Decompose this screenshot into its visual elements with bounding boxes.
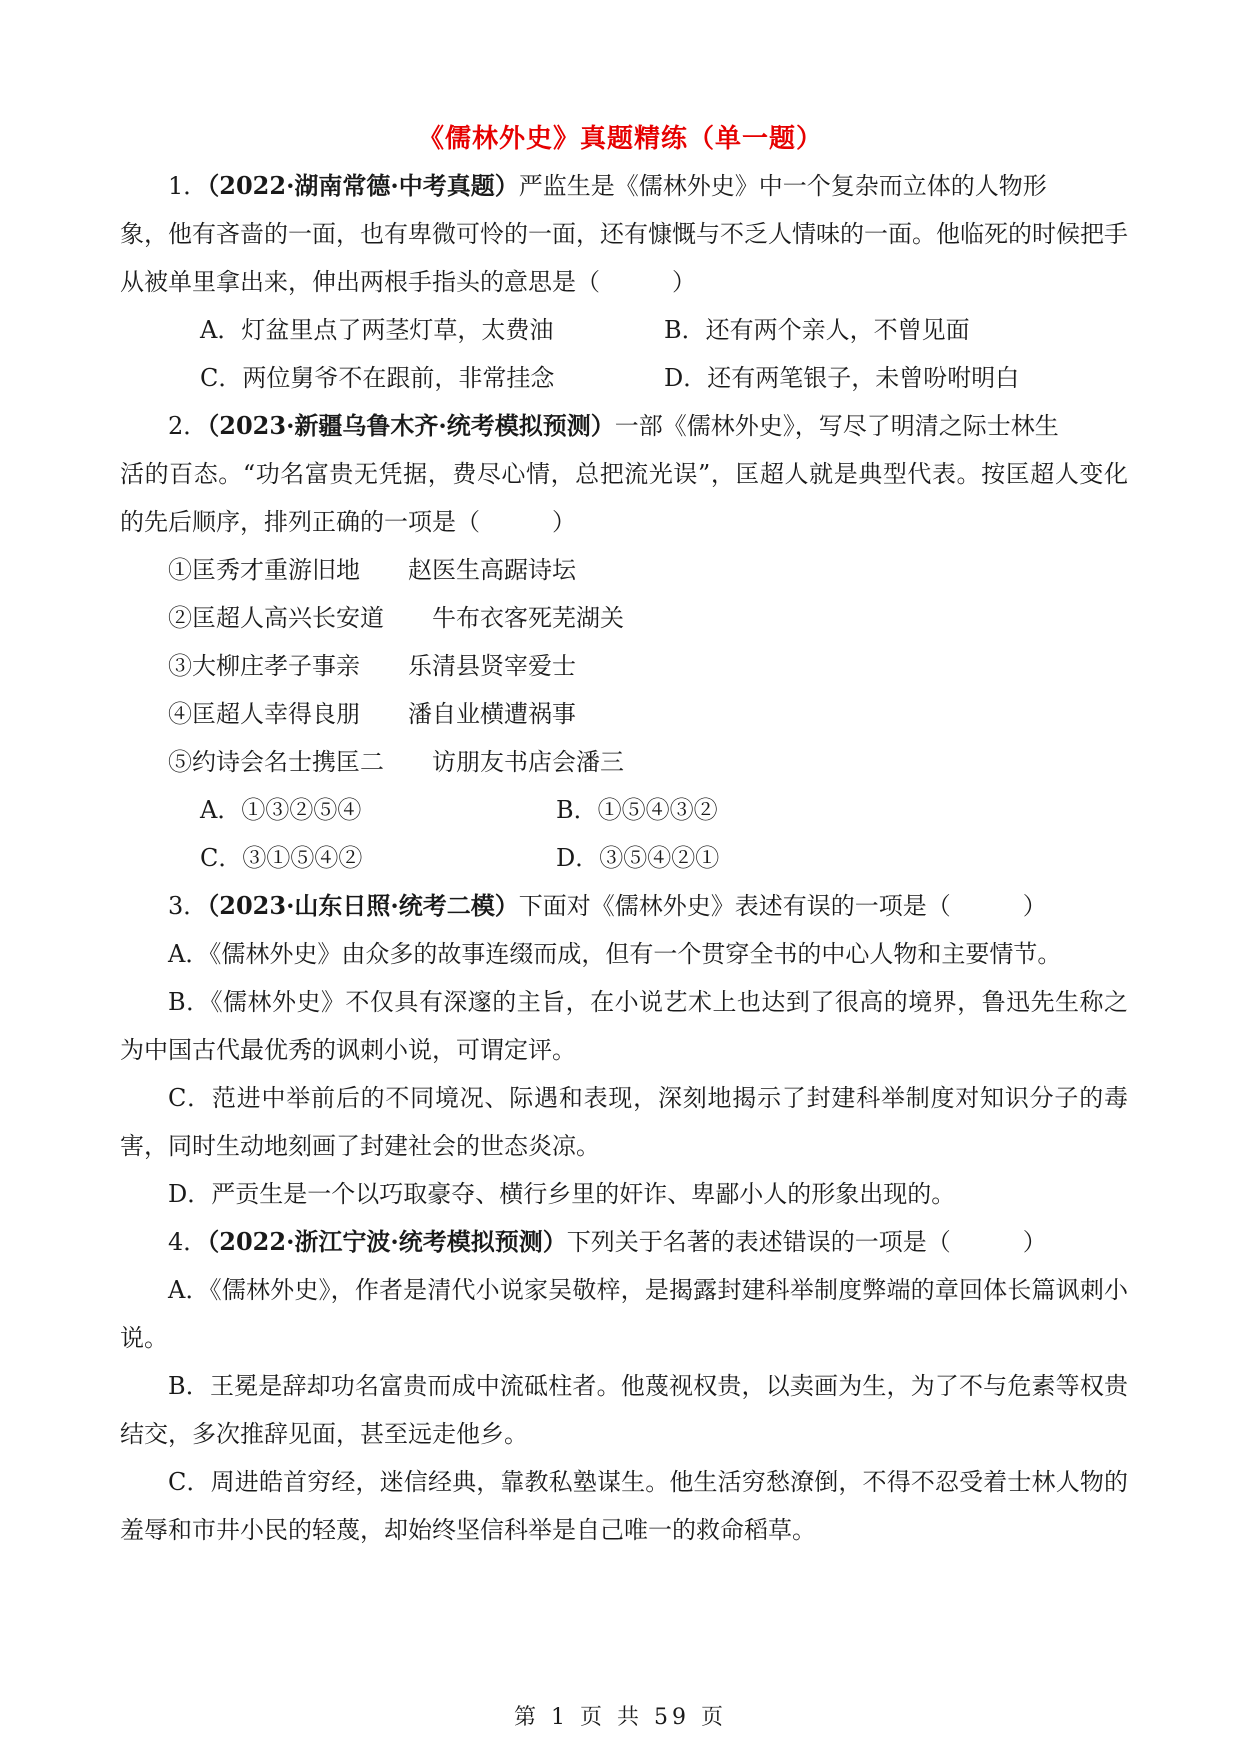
option-a: A．①③②⑤④: [200, 796, 362, 824]
option-a: A．《儒林外史》，作者是清代小说家吴敬梓，是揭露封建科举制度弊端的章回体长篇讽刺小说。: [120, 1276, 1128, 1352]
options-row: [120, 306, 1128, 354]
question-number: 2．: [168, 412, 208, 440]
question-source: （2022·湖南常德·中考真题）: [207, 171, 519, 200]
question-stem-first: 一部《儒林外史》，写尽了明清之际士林生: [614, 412, 1059, 440]
question-stem: [120, 882, 1128, 930]
question-source: （2022·浙江宁波·统考模拟预测）: [207, 1227, 567, 1256]
item-right: 潘自业横遭祸事: [408, 700, 576, 728]
item-left: ④匡超人幸得良朋: [168, 700, 360, 728]
option-b: B．①⑤④③②: [556, 796, 718, 824]
item-right: 牛布衣客死芜湖关: [432, 604, 624, 632]
item-left: ①匡秀才重游旧地: [168, 556, 360, 584]
option-c: C．③①⑤④②: [200, 844, 363, 872]
options-row: [120, 834, 1128, 882]
option-a: A．灯盆里点了两茎灯草，太费油: [200, 316, 554, 344]
list-item: [120, 690, 1128, 738]
page-footer: 第 1 页 共 59 页: [514, 1705, 727, 1730]
options-row: [120, 354, 1128, 402]
item-right: 赵医生高踞诗坛: [408, 556, 576, 584]
document-title: 《儒林外史》真题精练（单一题）: [417, 124, 823, 154]
list-item: [120, 738, 1128, 786]
question-source: （2023·山东日照·统考二模）: [207, 891, 519, 920]
question-number: 3．: [168, 892, 208, 920]
question-number: 4．: [168, 1228, 208, 1256]
option-d: D．严贡生是一个以巧取豪夺、横行乡里的奸诈、卑鄙小人的形象出现的。: [168, 1180, 956, 1208]
option-d: D．③⑤④②①: [556, 844, 720, 872]
list-item: [120, 546, 1128, 594]
option-d: D．还有两笔银子，未曾吩咐明白: [664, 364, 1020, 392]
item-left: ③大柳庄孝子事亲: [168, 652, 360, 680]
item-right: 乐清县贤宰爱士: [408, 652, 576, 680]
question-stem: [120, 162, 1128, 210]
item-left: ②匡超人高兴长安道: [168, 604, 384, 632]
list-item: [120, 642, 1128, 690]
question-1: [120, 162, 1128, 402]
question-stem: [120, 1218, 1128, 1266]
option-b: B．还有两个亲人，不曾见面: [664, 316, 970, 344]
question-4: [120, 1218, 1128, 1554]
question-stem-continued: 活的百态。“功名富贵无凭据，费尽心情，总把流光误”，匡超人就是典型代表。按匡超人变化的先后顺序，排列正确的一项是（ ）: [120, 460, 1128, 536]
option-b: B．《儒林外史》不仅具有深邃的主旨，在小说艺术上也达到了很高的境界，鲁迅先生称之为中国古代最优秀的讽刺小说，可谓定评。: [120, 988, 1128, 1064]
question-stem: [120, 402, 1128, 450]
question-stem-continued: 象，他有吝啬的一面，也有卑微可怜的一面，还有慷慨与不乏人情味的一面。他临死的时候把手从被单里拿出来，伸出两根手指头的意思是（ ）: [120, 220, 1128, 296]
question-3: [120, 882, 1128, 1218]
question-stem-first: 下面对《儒林外史》表述有误的一项是（ ）: [518, 892, 1047, 920]
list-item: [120, 594, 1128, 642]
item-left: ⑤约诗会名士携匡二: [168, 748, 384, 776]
question-stem-first: 下列关于名著的表述错误的一项是（ ）: [566, 1228, 1047, 1256]
options-row: [120, 786, 1128, 834]
option-c: C．范进中举前后的不同境况、际遇和表现，深刻地揭示了封建科举制度对知识分子的毒害，同时生动地刻画了封建社会的世态炎凉。: [120, 1084, 1128, 1160]
question-stem-first: 严监生是《儒林外史》中一个复杂而立体的人物形: [518, 172, 1047, 200]
question-number: 1．: [168, 172, 208, 200]
item-right: 访朋友书店会潘三: [432, 748, 624, 776]
question-source: （2023·新疆乌鲁木齐·统考模拟预测）: [207, 411, 615, 440]
option-b: B．王冕是辞却功名富贵而成中流砥柱者。他蔑视权贵，以卖画为生，为了不与危素等权贵结交，多次推辞见面，甚至远走他乡。: [120, 1372, 1128, 1448]
option-a: A．《儒林外史》由众多的故事连缀而成，但有一个贯穿全书的中心人物和主要情节。: [168, 940, 1062, 968]
option-c: C．两位舅爷不在跟前，非常挂念: [200, 364, 555, 392]
option-c: C．周进皓首穷经，迷信经典，靠教私塾谋生。他生活穷愁潦倒，不得不忍受着士林人物的羞辱和市井小民的轻蔑，却始终坚信科举是自己唯一的救命稻草。: [120, 1468, 1128, 1544]
question-2: [120, 402, 1128, 882]
document-body: [120, 162, 1128, 1554]
